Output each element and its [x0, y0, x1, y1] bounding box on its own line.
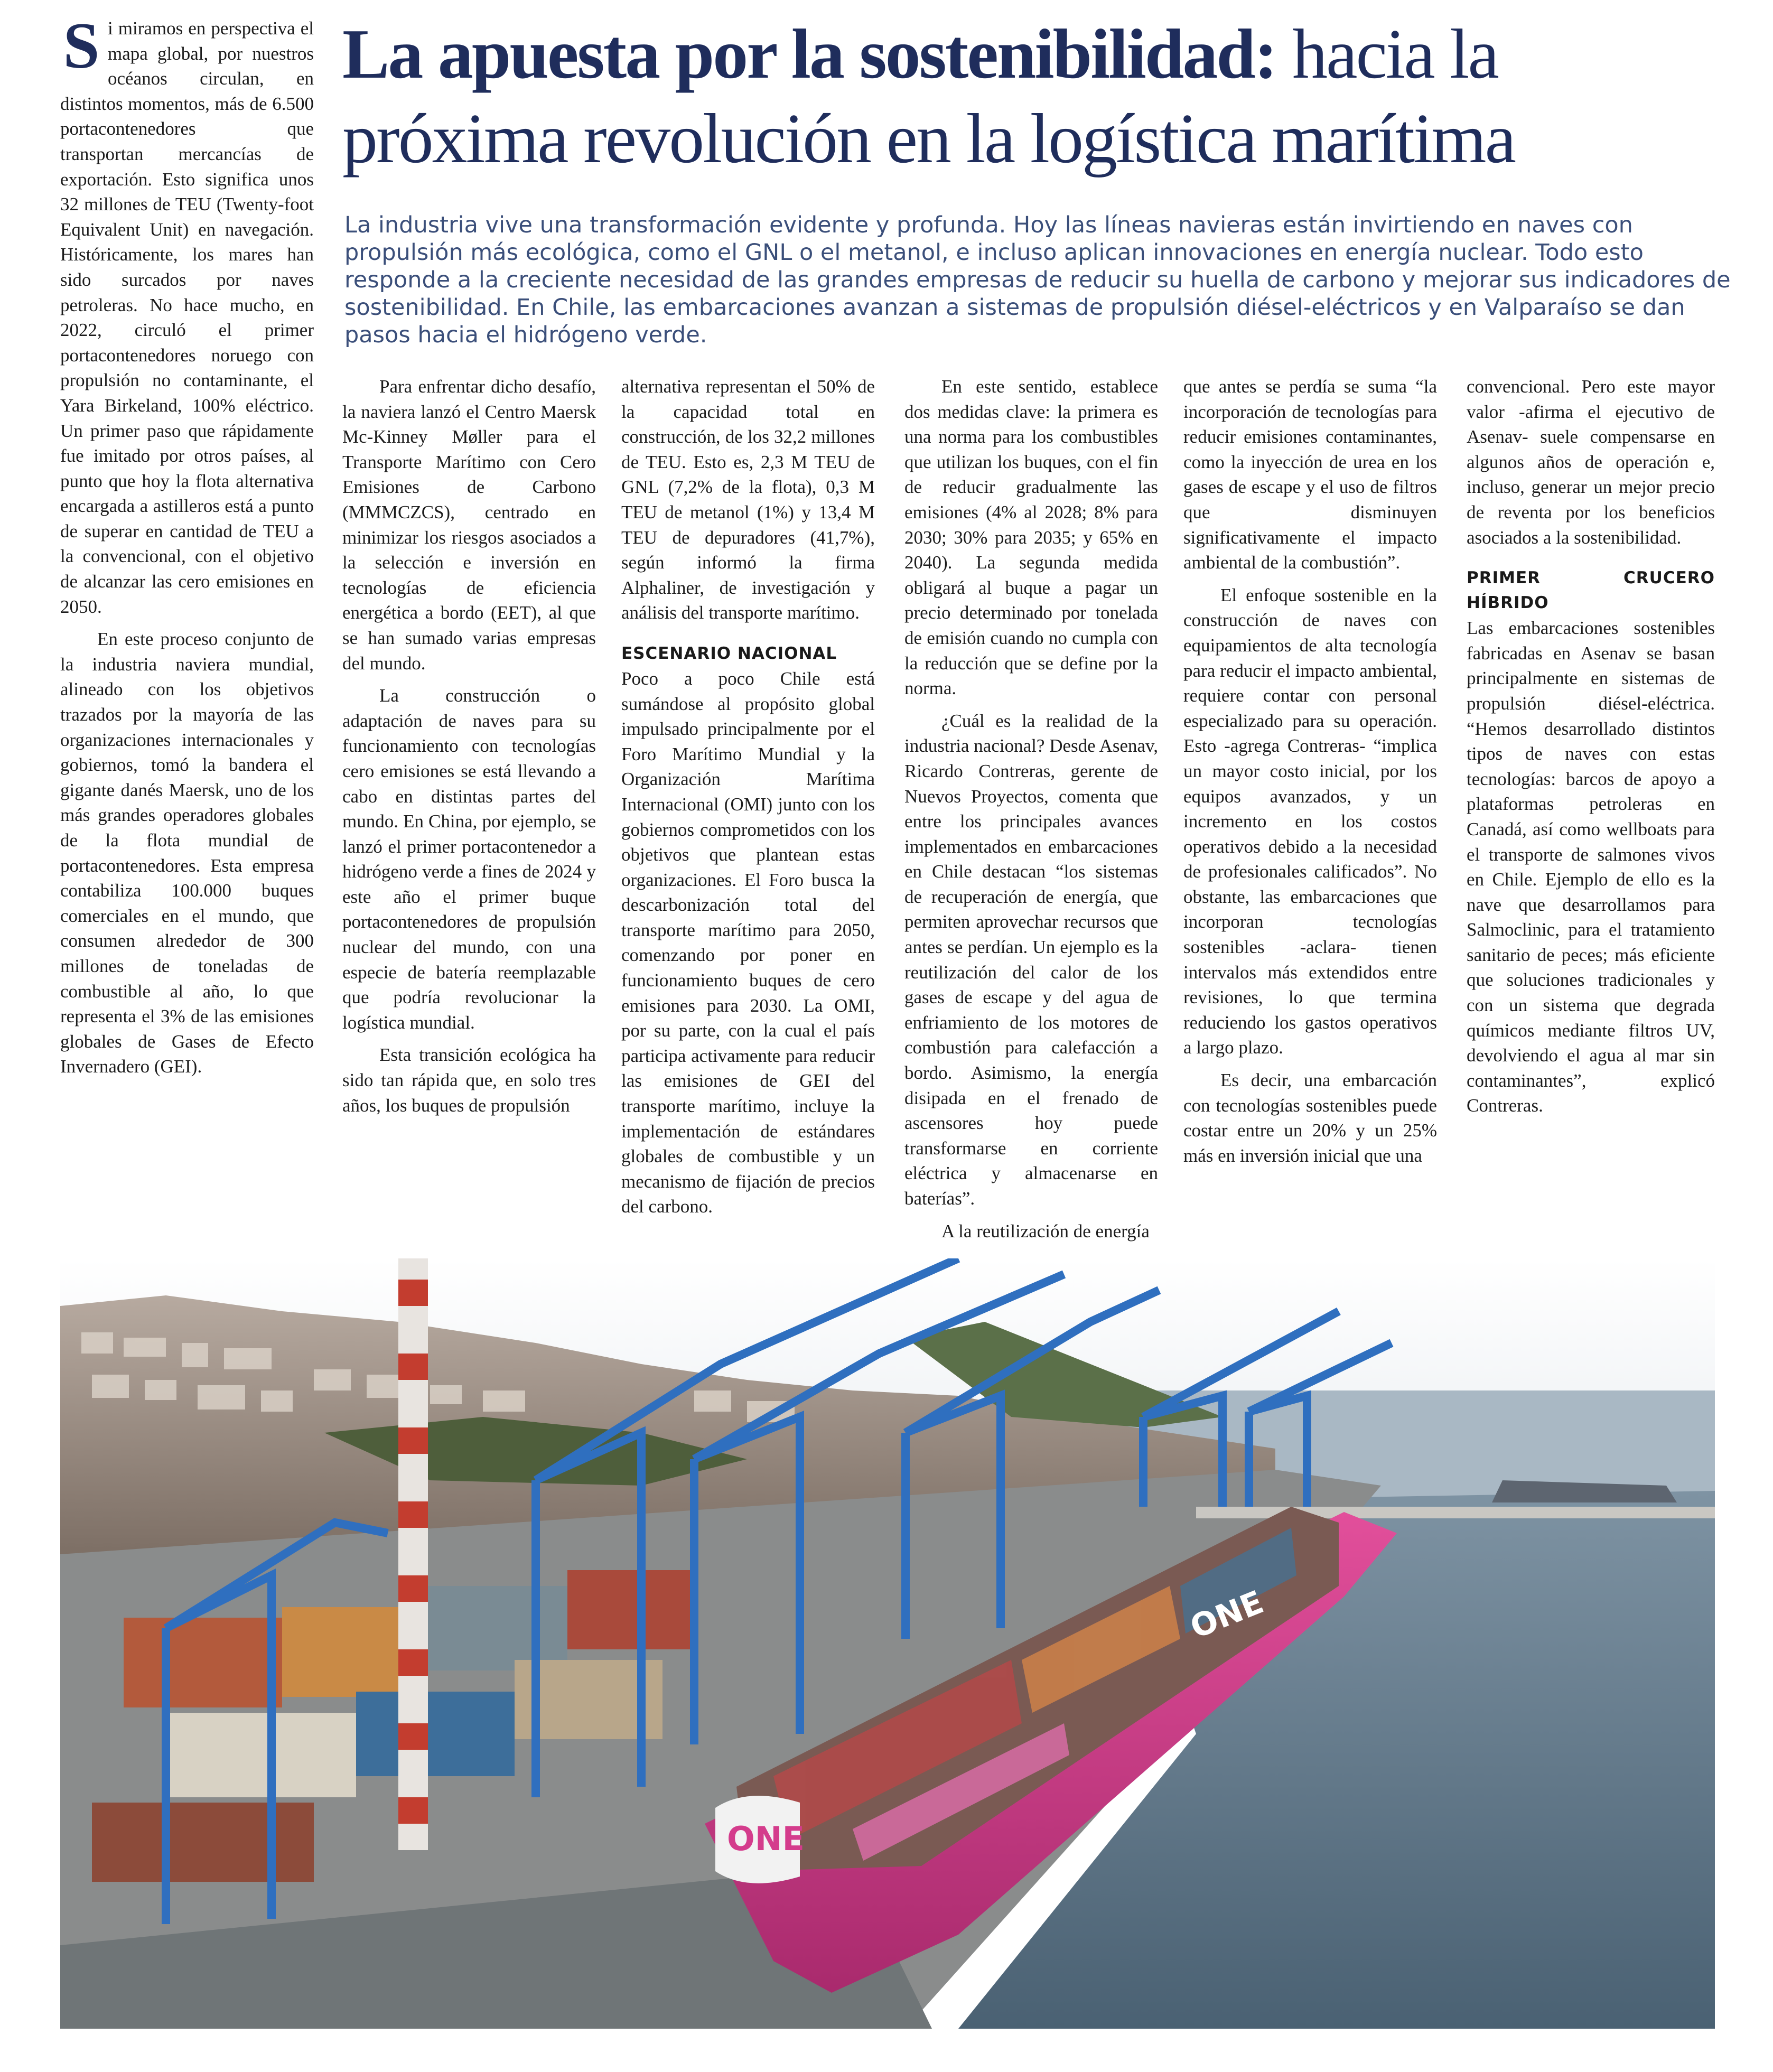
section-heading-escenario-nacional: ESCENARIO NACIONAL [621, 643, 837, 663]
article-headline [342, 12, 1737, 181]
column-2-paragraph-1: Para enfrentar dicho desafío, la naviera lanzó el Centro Maersk Mc-Kinney Møller para el Transporte Marítimo con Cero Emisiones de Carbono (MMMCZCS), centrado en minimizar los riesgos asociados a la selección e inversión en tecnologías de eficiencia energética a bordo (EET), al que se han sumado varias empresas del mundo. [342, 376, 596, 674]
port-photo [60, 1258, 1715, 2029]
column-1 [60, 10, 314, 1079]
headline-bold-part: La apuesta por la sostenibilidad: [342, 15, 1276, 93]
column-4 [904, 374, 1158, 1244]
hull-logo: ONE [1185, 1583, 1269, 1646]
column-1-paragraph-2: En este proceso conjunto de la industria naviera mundial, alineado con los objetivos trazados por la mayoría de las organizaciones internacionales y gobiernos, tomó la bandera el gigante danés Maersk, uno de los más grandes operadores globales de la flota mundial de portacontenedores. Esta empresa contabiliza 100.000 buques comerciales en el mundo, que consumen alrededor de 300 millones de toneladas de combustible al año, lo que representa el 3% de las emisiones globales de Gases de Efecto Invernadero (GEI). [60, 629, 314, 1077]
column-2-paragraph-3: Esta transición ecológica ha sido tan rápida que, en solo tres años, los buques de propulsión [342, 1044, 596, 1116]
striped-crane [398, 1258, 428, 1850]
article-lead: La industria vive una transformación evidente y profunda. Hoy las líneas navieras están invirtiendo en naves con propulsión más ecológica, como el GNL o el metanol, e incluso aplican innovaciones en energía nuclear. Todo esto responde a la creciente necesidad de las grandes empresas de reducir su huella de carbono y mejorar sus indicadores de sostenibilidad. En Chile, las embarcaciones avanzan a sistemas de propulsión diésel-eléctricos y en Valparaíso se dan pasos hacia el hidrógeno verde. [344, 212, 1731, 348]
column-2-paragraph-2: La construcción o adaptación de naves para su funcionamiento con tecnologías cero emisiones se está llevando a cabo en distintas partes del mundo. En China, por ejemplo, se lanzó el primer portacontenedor a hidrógeno verde a fines de 2024 y este año el primer buque portacontenedores de propulsión nuclear del mundo, con una especie de batería reemplazable que podría revolucionar la logística mundial. [342, 685, 596, 1033]
column-6 [1467, 374, 1715, 1118]
column-5-paragraph-1: que antes se perdía se suma “la incorporación de tecnologías para reducir emisiones contaminantes, como la inyección de urea en los gases de escape y el uso de filtros que disminuyen significativamente el impacto ambiental de la combustión”. [1183, 376, 1437, 573]
column-4-paragraph-3: A la reutilización de energía [941, 1220, 1150, 1242]
column-5-paragraph-2: El enfoque sostenible en la construcción de naves con equipamientos de alta tecnología para reducir el impacto ambiental, requiere contar con personal especializado para su operación. Esto -agrega Contreras- “implica un mayor costo inicial, por los equipos avanzados, y un incremento en los costos operativos debido a la necesidad de profesionales calificados”. No obstante, las embarcaciones que incorporan tecnologías sostenibles -aclara- tienen intervalos más extendidos entre revisiones, lo que termina reduciendo los gastos operativos a largo plazo. [1183, 584, 1437, 1058]
column-1-paragraph-1: Si miramos en perspectiva el mapa global, por nuestros océanos circulan, en distintos momentos, más de 6.500 portacontenedores que transportan mercancías de exportación. Esto significa unos 32 millones de TEU (Twenty-foot Equivalent Unit) en navegación. Históricamente, los mares han sido surcados por naves petroleras. No hace mucho, en 2022, circuló el primer portacontenedores noruego con propulsión no contaminante, el Yara Birkeland, 100% eléctrico. Un primer paso que rápidamente fue imitado por otros países, al punto que hoy la flota alternativa encargada a astilleros está a punto de superar en cantidad de TEU a la convencional, con el objetivo de alcanzar las cero emisiones en 2050. [60, 10, 314, 617]
column-5-paragraph-3: Es decir, una embarcación con tecnologías sostenibles puede costar entre un 20% y un 25% más en inversión inicial que una [1183, 1070, 1437, 1166]
headline-light-part: hacia la próxima revolución en la logística marítima [342, 15, 1515, 178]
port-photo-illustration [60, 1258, 1715, 2029]
column-5 [1183, 374, 1437, 1168]
column-6-paragraph-2: Las embarcaciones sostenibles fabricadas en Asenav se basan principalmente en sistemas de propulsión diésel-eléctrica. “Hemos desarrollado distintos tipos de naves con estas tecnologías: barcos de apoyo a plataformas petroleras en Canadá, así como wellboats para el transporte de salmones vivos en Chile. Ejemplo de ello es la nave que desarrollamos para Salmoclinic, para el tratamiento sanitario de peces; más eficiente que soluciones tradicionales y con un sistema que degrada químicos mediante filtros UV, devolviendo el agua al mar sin contaminantes”, explicó Contreras. [1467, 618, 1715, 1116]
column-3 [621, 374, 875, 1219]
column-4-paragraph-1: En este sentido, establece dos medidas clave: la primera es una norma para los combustibles que utilizan los buques, con el fin de reducir gradualmente las emisiones (4% al 2028; 8% para 2030; 30% para 2035; y 65% en 2040). La segunda medida obligará al buque a pagar un precio determinado por tonelada de emisión cuando no cumpla con la reducción que se define por la norma. [904, 376, 1158, 699]
bow-logo: ONE [727, 1819, 805, 1858]
drop-cap: S [63, 10, 100, 82]
column-3-paragraph-2: Poco a poco Chile está sumándose al propósito global impulsado principalmente por el Foro Marítimo Mundial y la Organización Marítima Internacional (OMI) junto con los gobiernos comprometidos con los objetivos que plantean estas organizaciones. El Foro busca la descarbonización total del transporte marítimo para 2050, comenzando por poner en funcionamiento buques de cero emisiones para 2030. La OMI, por su parte, con la cual el país participa activamente para reducir las emisiones de GEI del transporte marítimo, incluye la implementación de estándares globales de combustible y un mecanismo de fijación de precios del carbono. [621, 668, 875, 1217]
column-6-paragraph-1: convencional. Pero este mayor valor -afirma el ejecutivo de Asenav- suele compensarse en algunos años de operación e, incluso, generar un mejor precio de reventa por los beneficios asociados a la sostenibilidad. [1467, 376, 1715, 548]
column-2 [342, 374, 596, 1118]
section-heading-primer-crucero-hibrido: PRIMER CRUCERO HÍBRIDO [1467, 568, 1715, 613]
column-4-paragraph-2: ¿Cuál es la realidad de la industria nacional? Desde Asenav, Ricardo Contreras, gerente de Nuevos Proyectos, comenta que entre los principales avances implementados en embarcaciones en Chile destacan “los sistemas de recuperación de energía, que permiten aprovechar recursos que antes se perdían. Un ejemplo es la reutilización del calor de los gases de escape y del agua de enfriamiento de los motores de combustión para calefacción a bordo. Asimismo, la energía disipada en el frenado de ascensores hoy puede transformarse en corriente eléctrica y almacenarse en baterías”. [904, 710, 1158, 1209]
column-3-paragraph-1: alternativa representan el 50% de la capacidad total en construcción, de los 32,2 millones de TEU. Esto es, 2,3 M TEU de GNL (7,2% de la flota), 0,3 M TEU de metanol (1%) y 13,4 M TEU de depuradores (41,7%), según informó la firma Alphaliner, de investigación y análisis del transporte marítimo. [621, 376, 875, 623]
